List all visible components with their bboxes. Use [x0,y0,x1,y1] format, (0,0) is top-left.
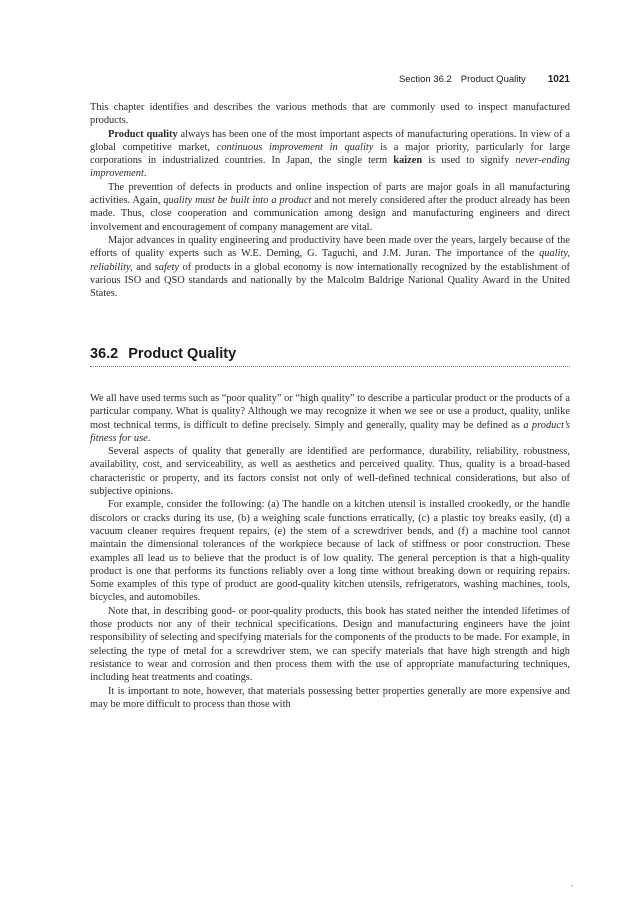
term-product-quality: Product quality [108,128,178,140]
section-title: Product Quality [128,346,237,362]
section-number: 36.2 [90,346,119,362]
emphasis-never-ending-improvement: never-ending improvement [90,155,570,180]
term-kaizen: kaizen [393,155,423,167]
emphasis-safety: safety [154,261,180,273]
margin-mark: - [571,883,574,890]
body-paragraph-1: We all have used terms such as “poor quality” or “high quality” to describe a particular product or the products of a particular company. What is quality? Although we may recognize it when we see or use a product, quality, unlike most technical terms, is difficult to define precisely. Simply and generally, quality may be defined as a product’s fitness for use. [90,393,570,444]
section-body-text [90,392,570,711]
intro-paragraph-2: Product quality always has been one of the most important aspects of manufacturing operations. In view of a global competitive market, continuous improvement in quality is a major priority, particularly for large corporations in industrialized countries. In Japan, the single term kaizen is used to signify never-ending improvement. [90,128,570,180]
page-number: 1021 [547,74,570,85]
intro-text-block [90,101,570,300]
intro-paragraph-3: The prevention of defects in products and online inspection of parts are major goals in all manufacturing activities. Again, quality must be built into a product and not merely considered after the product already has been made. Thus, close cooperation and communication among design and manufacturing engineers and direct involvement and encouragement of company management are vital. [90,181,571,233]
header-section-title: Product Quality [460,74,526,85]
emphasis-fitness-for-use: a product’s fitness for use [90,419,570,444]
body-paragraph-3: For example, consider the following: (a) The handle on a kitchen utensil is installed crookedly, or the handle discolors or cracks during its use, (b) a weighing scale functions erratically, (c) a plastic toy breaks easily, (d) a vacuum cleaner requires frequent repairs, (e) the stem of a screwdriver bends, and (f) a machine tool cannot maintain the dimensional tolerances of the workpiece because of lack of stiffness or poor construction. These examples all lead us to believe that the product is of low quality. The general perception is that a high-quality product is one that performs its functions reliably over a long time without breaking down or requiring repairs. Some examples of this type of product are good-quality kitchen utensils, refrigerators, washing machines, tools, bicycles, and automobiles. [90,499,570,604]
body-paragraph-2: Several aspects of quality that generally are identified are performance, durability, reliability, robustness, availability, cost, and serviceability, as well as aesthetics and perceived quality. Thus, quality is a broad-based characteristic or property, and its factors consist not only of well-defined technical considerations, but also of subjective opinions. [90,446,570,498]
emphasis-continuous-improvement: continuous improvement in quality [216,141,374,153]
section-heading [90,346,570,367]
intro-paragraph-1: This chapter identifies and describes the various methods that are commonly used to inspect manufactured products. [90,102,570,127]
body-paragraph-5: It is important to note, however, that materials possessing better properties generally are more expensive and may be more difficult to process than those with [90,685,570,710]
running-header [399,74,570,85]
body-paragraph-4: Note that, in describing good- or poor-quality products, this book has stated neither the intended lifetimes of those products nor any of their technical specifications. Design and manufacturing engineers have the joint responsibility of selecting and specifying materials for the components of the products to be made. For example, in selecting the type of metal for a screwdriver stem, we can specify materials that have high strength and high resistance to wear and corrosion and then process them with the use of appropriate manufacturing techniques, including heat treatments and coatings. [90,605,570,684]
emphasis-quality-reliability: quality, reliability, [90,248,570,273]
intro-paragraph-4: Major advances in quality engineering and productivity have been made over the years, largely because of the efforts of quality experts such as W.E. Deming, G. Taguchi, and J.M. Juran. The importance of the quality, reliability, and safety of products in a global economy is now internationally recognized by the establishment of various ISO and QSO standards and nationally by the Malcolm Baldrige National Quality Award in the United States. [90,234,570,300]
emphasis-quality-built-in: quality must be built into a product [163,195,312,207]
header-section-number: Section 36.2 [398,74,452,85]
